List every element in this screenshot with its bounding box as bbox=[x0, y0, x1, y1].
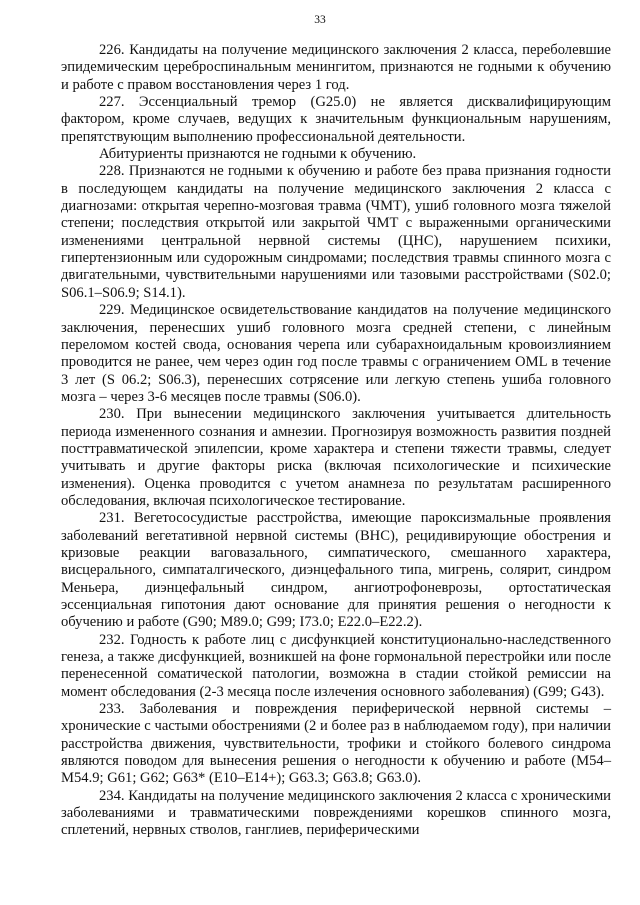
paragraph-226: 226. Кандидаты на получение медицинского заключения 2 класса, переболевшие эпидемическим цереброспинальным менингитом, признаются не годными к обучению и работе с правом восстановления через 1 год. bbox=[61, 42, 611, 93]
paragraph-231: 231. Вегетососудистые расстройства, имеющие пароксизмальные проявления заболеваний вегетативной нервной системы (ВНС), рецидивирующие обострения и кризовые реакции ваговазального, симпатического, смешанного характера, висцерального, симпаталгического, диэнцефального типа, мигрень, солярит, синдром Меньера, диэнцефальный синдром, ангиотрофоневрозы, ортостатическая эссенциальная гипотония дают основание для принятия решения о негодности к обучению и работе (G90; M89.0; G99; I73.0; E22.0–E22.2). bbox=[61, 510, 611, 631]
paragraph-227: 227. Эссенциальный тремор (G25.0) не является дисквалифицирующим фактором, кроме случаев, ведущих к значительным функциональным нарушениям, препятствующим выполнению профессиональной деятельности. bbox=[61, 94, 611, 145]
paragraph-229: 229. Медицинское освидетельствование кандидатов на получение медицинского заключения, перенесших ушиб головного мозга средней степени, с линейным переломом костей свода, основания черепа или субарахноидальным кровоизлиянием проводится не ранее, чем через один год после травмы с ограничением OML в течение 3 лет (S 06.2; S06.3), перенесших сотрясение или легкую степень ушиба головного мозга – через 3-6 месяцев после травмы (S06.0). bbox=[61, 302, 611, 405]
paragraph-233: 233. Заболевания и повреждения периферической нервной системы – хронические с частыми обострениями (2 и более раз в наблюдаемом году), при наличии расстройства движения, чувствительности, трофики и стойкого болевого синдрома являются поводом для вынесения решения о негодности к обучению и работе (M54–M54.9; G61; G62; G63* (E10–E14+); G63.3; G63.8; G63.0). bbox=[61, 701, 611, 787]
paragraph-applicants: Абитуриенты признаются не годными к обучению. bbox=[99, 146, 417, 163]
paragraph-234: 234. Кандидаты на получение медицинского заключения 2 класса с хроническими заболеваниями и травматическими повреждениями корешков спинного мозга, сплетений, нервных стволов, ганглиев, периферическими bbox=[61, 787, 611, 839]
body-text bbox=[61, 42, 611, 840]
paragraph-228: 228. Признаются не годными к обучению и работе без права признания годности в последующем кандидаты на получение медицинского заключения 2 класса с диагнозами: открытая черепно-мозговая травма (ЧМТ), ушиб головного мозга тяжелой степени; последствия открытой или закрытой ЧМТ с выраженными органическими изменениями центральной нервной системы (ЦНС), нарушением психики, гипертензионным или судорожным синдромами; последствия травмы спинного мозга с двигательными, чувствительными нарушениями или тазовыми расстройствами (S02.0; S06.1–S06.9; S14.1). bbox=[61, 163, 611, 301]
paragraph-230: 230. При вынесении медицинского заключения учитывается длительность периода измененного сознания и амнезии. Прогнозируя возможность развития поздней посттравматической эпилепсии, кроме характера и степени тяжести травмы, следует учитывать и другие факторы риска (включая психологические и психические изменения). Оценка проводится с учетом анамнеза по результатам расширенного обследования, включая психологическое тестирование. bbox=[61, 406, 611, 509]
page-number: 33 bbox=[314, 14, 326, 26]
paragraph-232: 232. Годность к работе лиц с дисфункцией конституционально-наследственного генеза, а также дисфункцией, возникшей на фоне гормональной перестройки или после перенесенной соматической патологии, возможна в стадии стойкой ремиссии на момент обследования (2-3 месяца после излечения основного заболевания) (G99; G43). bbox=[61, 631, 611, 700]
